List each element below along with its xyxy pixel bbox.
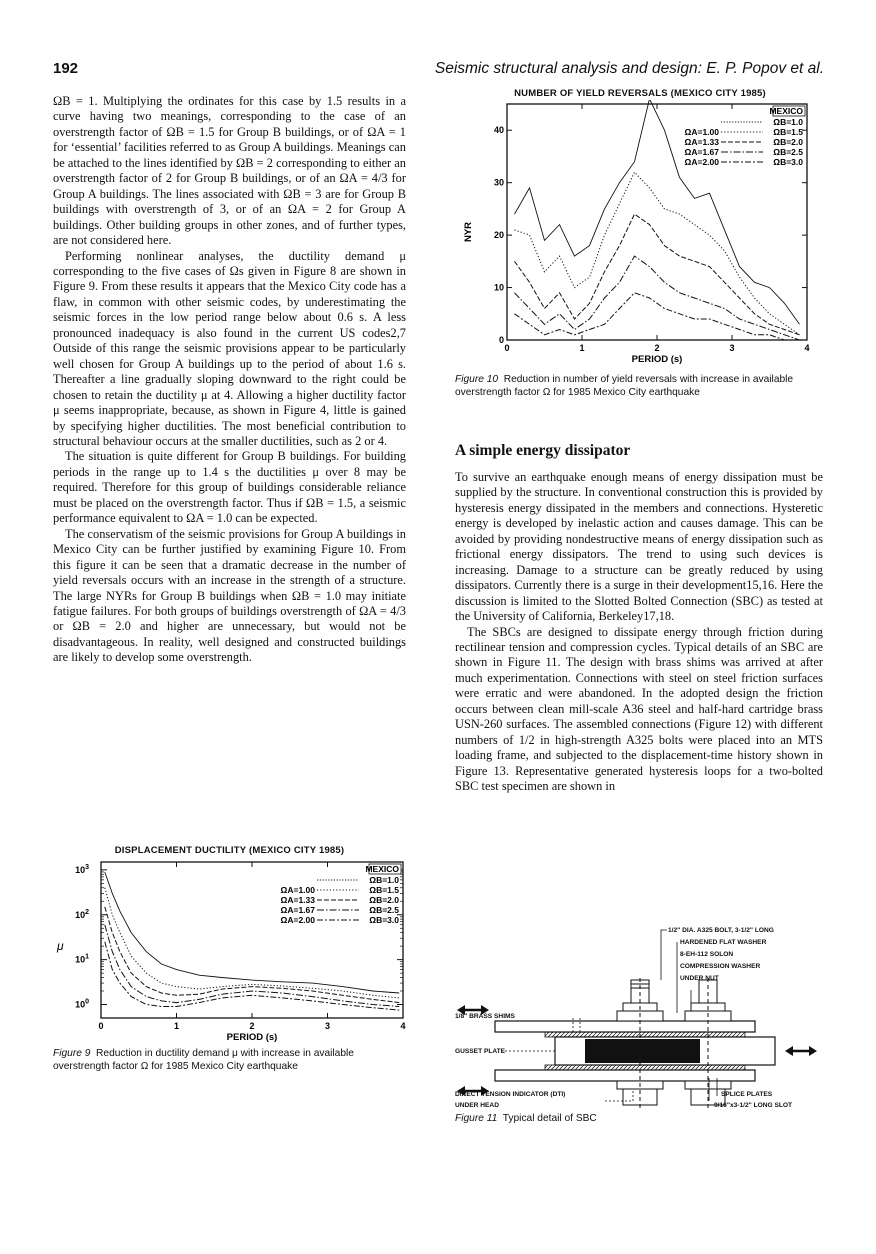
y-tick-exp: 0 xyxy=(85,998,89,1006)
legend-label-b: ΩB=1.0 xyxy=(369,875,399,885)
legend-label-b: ΩB=1.5 xyxy=(369,885,399,895)
label-slot: 9/16"x3-1/2" LONG SLOT xyxy=(714,1102,793,1108)
paragraph: The SBCs are designed to dissipate energy through friction during rectilinear tension and compression cycles. Typical details of an SBC are shown in Figure 11. The design with brass shims was arrived at after much experimentation. Connections with steel on steel friction surfaces were erratic and were abandoned. In the adopted design the friction occurs between clean mill-scale A36 steel and half-hard cartridge brass USN-260 surfaces. The assembled connections (Figure 12) with different numbers of 1/2 in high-strength A325 bolts were placed into an MTS loading frame, and subjected to the displacement-time history shown in Figure 13. Representative generated hysteresis loops for a two-bolted SBC test specimen are shown in xyxy=(455,624,823,794)
paragraph: ΩB = 1. Multiplying the ordinates for this case by 1.5 results in a curve having two meanings, corresponding to the case of an overstrength factor of ΩB = 1.5 for Group B buildings, or of ΩA = 1 for ‘essential’ facilities referred to as Group A buildings. Meanings can be attached to the lines identified by ΩB = 2 corresponding to either an overstrength factor of 2 for Group B buildings, or of an ΩA = 4/3 for Group A buildings. The lines associated with ΩB = 3 are for Group B buildings with overstrength of 3, or of an ΩA = 2 for Group A buildings. Other building groups in other zones, and of further types, are not considered here. xyxy=(53,94,406,248)
y-tick-base: 10 xyxy=(75,909,86,920)
legend-label-a: ΩA=1.33 xyxy=(280,895,315,905)
right-column-text xyxy=(455,470,823,795)
x-tick-label: 1 xyxy=(173,1021,180,1031)
label-shims: 1/8" BRASS SHIMS xyxy=(455,1013,515,1020)
x-tick-label: 4 xyxy=(804,343,810,353)
figure10-caption-text: Reduction in number of yield reversals with increase in available overstrength factor Ω for 1985 Mexico City earthquake xyxy=(455,374,794,398)
legend-title: MEXICO xyxy=(769,106,803,116)
series-line-2 xyxy=(105,888,399,998)
legend-label-b: ΩB=1.0 xyxy=(773,117,803,127)
legend-title: MEXICO xyxy=(365,864,399,874)
figure9-title: DISPLACEMENT DUCTILITY (MEXICO CITY 1985) xyxy=(114,845,345,856)
y-tick-label xyxy=(75,864,89,875)
label-dti: DIRECT TENSION INDICATOR (DTI) xyxy=(455,1091,566,1098)
label-under-head: UNDER HEAD xyxy=(455,1102,499,1108)
x-tick-label: 3 xyxy=(324,1021,331,1031)
series-line-5 xyxy=(105,942,399,1010)
y-axis-label: μ xyxy=(57,939,64,953)
plot-frame xyxy=(507,104,807,340)
page-number: 192 xyxy=(53,60,79,77)
series-line-4 xyxy=(105,925,399,1007)
label-washer: HARDENED FLAT WASHER xyxy=(680,939,767,946)
paragraph: The situation is quite different for Group B buildings. For building periods in the range up to 1.4 s the ductilities μ over 8 may be required. Therefore for this group of buildings considerable reliance must be placed on the overstrength factor. Thus if ΩB = 1.5, a seismic performance equivalent to ΩA = 1.0 can be expected. xyxy=(53,449,406,526)
left-column-text xyxy=(53,94,406,666)
x-tick-label: 2 xyxy=(654,343,660,353)
figure9-chart xyxy=(53,858,413,1044)
figure10-chart xyxy=(455,100,825,368)
legend-label-b: ΩB=2.0 xyxy=(369,895,399,905)
x-tick-label: 0 xyxy=(98,1021,104,1031)
legend-label-a: ΩA=2.00 xyxy=(684,157,719,167)
label-bolt: 1/2" DIA. A325 BOLT, 3-1/2" LONG xyxy=(668,927,774,934)
x-tick-label: 1 xyxy=(579,343,585,353)
y-tick-label xyxy=(75,998,89,1009)
x-tick-label: 0 xyxy=(504,343,510,353)
y-tick-exp: 3 xyxy=(85,863,89,871)
brass-shim-top xyxy=(545,1032,745,1037)
y-tick-exp: 1 xyxy=(85,953,89,961)
series-line-5 xyxy=(515,293,800,340)
label-under-nut: UNDER NUT xyxy=(680,975,719,982)
brass-shim-bottom xyxy=(545,1065,745,1070)
splice-plate-bottom xyxy=(495,1070,755,1081)
y-tick-label: 0 xyxy=(498,335,504,345)
figure9-caption-text: Reduction in ductility demand μ with increase in available overstrength factor Ω for 1985 Mexico City earthquake xyxy=(53,1048,354,1072)
y-axis-label: NYR xyxy=(463,221,474,243)
gusset-slot xyxy=(585,1039,700,1063)
figure11-caption-label: Figure 11 xyxy=(455,1113,498,1124)
y-tick-base: 10 xyxy=(75,864,86,875)
y-tick-base: 10 xyxy=(75,954,86,965)
legend-label-a: ΩA=1.67 xyxy=(280,905,315,915)
y-tick-label: 10 xyxy=(493,282,504,293)
y-tick-label xyxy=(75,909,89,920)
x-tick-label: 2 xyxy=(249,1021,255,1031)
splice-plate-top xyxy=(495,1021,755,1032)
legend-label-a: ΩA=1.67 xyxy=(684,147,719,157)
paragraph: The conservatism of the seismic provisions for Group A buildings in Mexico City can be further justified by examining Figure 10. From this figure it can be seen that a dramatic decrease in the number of yield reversals occurs with an increase in the strength of a structure. The large NYRs for Group B buildings when ΩB = 1.0 may initiate fatigue failures. For both groups of buildings overstrength of ΩA = 4/3 or ΩB = 2.0 and higher are unnecessary, but would not be disadvantageous. In reality, well designed and constructed buildings are likely to develop some overstrength. xyxy=(53,526,406,665)
legend-label-b: ΩB=2.5 xyxy=(773,147,803,157)
figure11-caption xyxy=(455,1113,823,1126)
x-axis-label: PERIOD (s) xyxy=(631,354,683,365)
label-compression: COMPRESSION WASHER xyxy=(680,963,761,970)
label-splice: SPLICE PLATES xyxy=(721,1091,773,1098)
section-heading: A simple energy dissipator xyxy=(455,442,631,459)
x-tick-label: 3 xyxy=(729,343,735,353)
label-gusset: GUSSET PLATE xyxy=(455,1048,506,1055)
y-tick-label: 30 xyxy=(493,177,504,188)
legend-label-b: ΩB=3.0 xyxy=(369,915,399,925)
x-tick-label: 4 xyxy=(400,1021,406,1031)
legend-label-a: ΩA=2.00 xyxy=(280,915,315,925)
figure10-caption xyxy=(455,374,823,399)
series-line-2 xyxy=(515,172,800,335)
legend-label-b: ΩB=3.0 xyxy=(773,157,803,167)
figure9-caption-label: Figure 9 xyxy=(53,1048,91,1059)
label-solon: 8-EH-112 SOLON xyxy=(680,951,734,958)
series-line-1 xyxy=(515,100,800,324)
legend-label-b: ΩB=2.5 xyxy=(369,905,399,915)
y-tick-label: 40 xyxy=(493,125,504,136)
y-tick-label xyxy=(75,954,89,965)
y-tick-exp: 2 xyxy=(85,908,89,916)
figure9-caption xyxy=(53,1048,413,1073)
running-title: Seismic structural analysis and design: E. P. Popov et al. xyxy=(434,60,824,77)
legend-label-a: ΩA=1.00 xyxy=(280,885,315,895)
series-line-3 xyxy=(515,214,800,335)
legend-label-b: ΩB=1.5 xyxy=(773,127,803,137)
paragraph: Performing nonlinear analyses, the ductility demand μ corresponding to the five cases of Ωs given in Figure 8 are shown in Figure 9. From these results it appears that the Mexico City code has a flaw, in common with other seismic codes, by underestimating the seismic forces in the low period range below about 0.6 s. A less pronounced inadequacy is also found in the current US codes2,7 Outside of this range the seismic provisions appear to be particularly well chosen for Group A buildings up to the period of about 1.6 s. Thereafter a line gradually sloping downward to the right could be chosen to retain the ductility μ at 4. Allowing a higher ductility factor μ seems inappropriate, because, as shown in Figure 4, little is gained by specifying higher ductilities. The most beneficial contribution to structural behaviour occurs at the smaller ductilities, such as 2 or 4. xyxy=(53,248,406,448)
figure11-diagram xyxy=(455,918,825,1108)
legend-label-a: ΩA=1.00 xyxy=(684,127,719,137)
series-line-4 xyxy=(515,256,800,340)
figure10-caption-label: Figure 10 xyxy=(455,374,499,385)
plot-frame xyxy=(101,862,403,1018)
legend-label-b: ΩB=2.0 xyxy=(773,137,803,147)
legend-label-a: ΩA=1.33 xyxy=(684,137,719,147)
y-tick-base: 10 xyxy=(75,999,86,1010)
x-axis-label: PERIOD (s) xyxy=(226,1032,278,1043)
y-tick-label: 20 xyxy=(493,230,504,241)
paragraph: To survive an earthquake enough means of energy dissipation must be supplied by the structure. In conventional construction this is provided by hysteresis energy dissipated in the members and connections. Hysteretic energy is developed by inelastic action and causes damage. This can be avoided by providing nondestructive means of energy dissipation such as frictional energy dissipators. The trend to using such devices is increasing. Damage to a structure can be greatly reduced by using dissipators. Currently there is a surge in their development15,16. Here the discussion is limited to the Slotted Bolted Connection (SBC) as tested at the University of California, Berkeley17,18. xyxy=(455,470,823,624)
figure10-title: NUMBER OF YIELD REVERSALS (MEXICO CITY 1985) xyxy=(514,88,766,99)
figure11-caption-text: Typical detail of SBC xyxy=(502,1113,597,1124)
